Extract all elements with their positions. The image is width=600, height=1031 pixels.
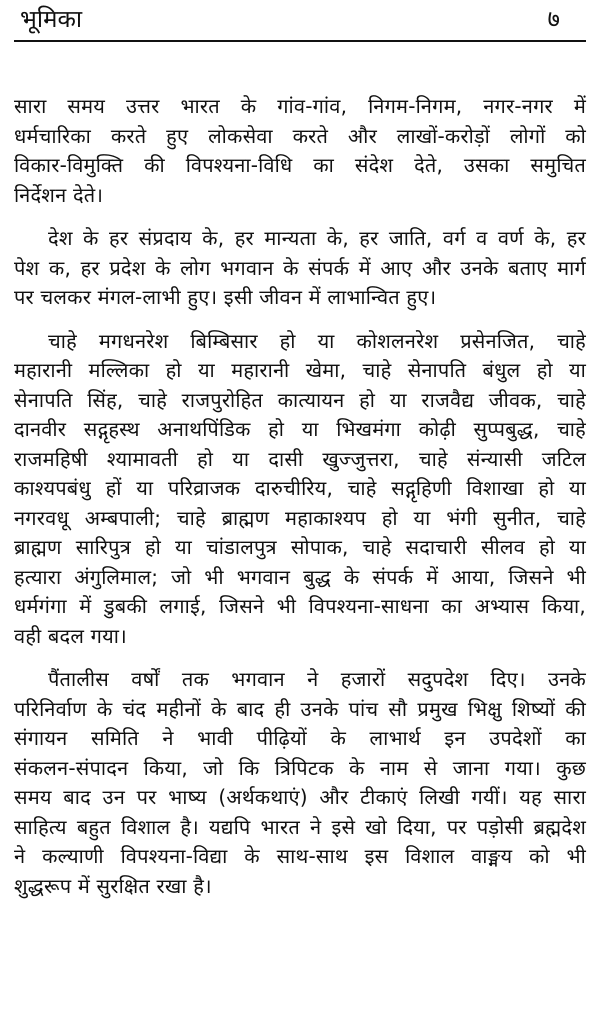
text-line: पैंतालीस वर्षों तक भगवान ने हजारों सदुपदेश दिए। उनके [48, 667, 586, 691]
text-line: धर्मचारिका करते हुए लोकसेवा करते और लाखों-करोड़ों लोगों को [14, 123, 586, 148]
paragraph-1 [14, 92, 586, 210]
text-line: निर्देशन देते। [14, 182, 104, 207]
text-line: साहित्य बहुत विशाल है। यद्यपि भारत ने इसे खो दिया, पर पड़ोसी ब्रह्मदेश [14, 814, 586, 839]
text-line: देश के हर संप्रदाय के, हर मान्यता के, हर जाति, वर्ग व वर्ण के, हर [48, 226, 586, 250]
text-line: परिनिर्वाण के चंद महीनों के बाद ही उनके पांच सौ प्रमुख भिक्षु शिष्यों की [14, 696, 586, 721]
paragraph-3 [14, 327, 586, 652]
text-line: विकार-विमुक्ति की विपश्यना-विधि का संदेश देते, उसका समुचित [14, 153, 586, 177]
text-line: पेश क, हर प्रदेश के लोग भगवान के संपर्क में आए और उनके बताए मार्ग [14, 255, 586, 280]
text-line: काश्यपबंधु हों या परिव्राजक दारुचीरिय, चाहे सद्गृहिणी विशाखा हो या [14, 476, 586, 500]
text-line: सेनापति सिंह, चाहे राजपुरोहित कात्यायन हो या राजवैद्य जीवक, चाहे [14, 387, 586, 412]
paragraph-2 [14, 224, 586, 313]
page-number: ७ [547, 5, 560, 33]
text-line: समय बाद उन पर भाष्य (अर्थकथाएं) और टीकाएं लिखी गयीं। यह सारा [14, 785, 586, 809]
text-line: ब्राह्मण सारिपुत्र हो या चांडालपुत्र सोपाक, चाहे सदाचारी सीलव हो या [14, 535, 586, 559]
text-line: ने कल्याणी विपश्यना-विद्या के साथ-साथ इस विशाल वाङ्मय को भी [14, 844, 586, 868]
text-line: महारानी मल्लिका हो या महारानी खेमा, चाहे सेनापति बंधुल हो या [14, 358, 586, 382]
text-line: राजमहिषी श्यामावती हो या दासी खुज्जुत्तरा, चाहे संन्यासी जटिल [14, 446, 586, 471]
paragraph-4 [14, 665, 586, 901]
text-line: वही बदल गया। [14, 623, 127, 648]
text-line: नगरवधू अम्बपाली; चाहे ब्राह्मण महाकाश्यप हो या भंगी सुनीत, चाहे [14, 505, 586, 530]
running-header [14, 0, 586, 42]
text-line: धर्मगंगा में डुबकी लगाई, जिसने भी विपश्यना-साधना का अभ्यास किया, [14, 594, 586, 618]
text-line: हत्यारा अंगुलिमाल; जो भी भगवान बुद्ध के संपर्क में आया, जिसने भी [14, 564, 586, 589]
text-line: संगायन समिति ने भावी पीढ़ियों के लाभार्थ इन उपदेशों का [14, 726, 586, 750]
text-line: संकलन-संपादन किया, जो कि त्रिपिटक के नाम से जाना गया। कुछ [14, 755, 586, 780]
text-line: चाहे मगधनरेश बिम्बिसार हो या कोशलनरेश प्रसेनजित, चाहे [48, 328, 586, 353]
text-line: पर चलकर मंगल-लाभी हुए। इसी जीवन में लाभान्वित हुए। [14, 285, 437, 309]
body-text [14, 92, 586, 915]
text-line: सारा समय उत्तर भारत के गांव-गांव, निगम-निगम, नगर-नगर में [14, 94, 586, 118]
chapter-title: भूमिका [20, 5, 83, 33]
text-line: शुद्धरूप में सुरक्षित रखा है। [14, 873, 212, 898]
text-line: दानवीर सद्गृहस्थ अनाथपिंडिक हो या भिखमंगा कोढ़ी सुप्पबुद्ध, चाहे [14, 417, 586, 441]
